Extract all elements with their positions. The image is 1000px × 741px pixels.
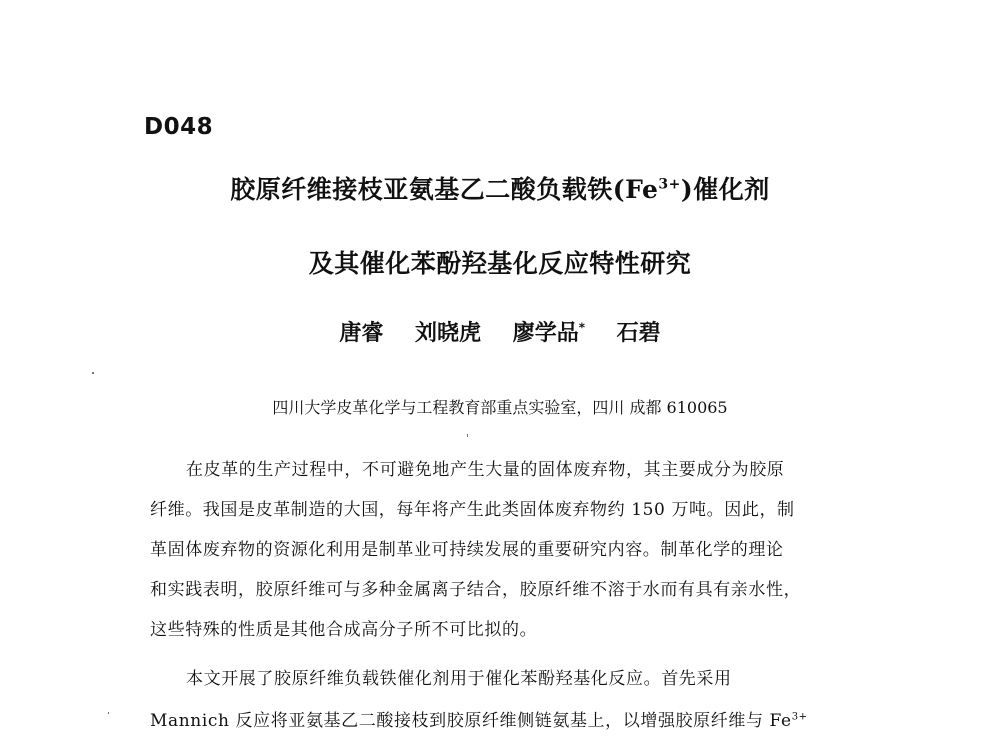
author-list <box>0 316 1000 347</box>
title-chem-formula: (Fe <box>612 175 659 204</box>
scan-speck <box>108 712 109 714</box>
author-4: 石碧 <box>616 321 661 346</box>
author-3-name: 廖学品 <box>512 321 579 346</box>
body-p2-line2-charge: 3+ <box>791 711 808 723</box>
author-2: 刘晓虎 <box>415 321 482 346</box>
scan-speck <box>467 434 468 437</box>
title-chem-close: ) <box>680 175 694 204</box>
author-1: 唐睿 <box>339 321 384 346</box>
body-p1-line2: 纤维。我国是皮革制造的大国，每年将产生此类固体废弃物约 150 万吨。因此，制 <box>150 500 795 520</box>
body-p1-line5: 这些特殊的性质是其他合成高分子所不可比拟的。 <box>150 620 538 640</box>
title-chem-charge: 3+ <box>658 176 681 193</box>
scan-speck <box>92 372 94 374</box>
affiliation: 四川大学皮革化学与工程教育部重点实验室，四川 成都 610065 <box>272 398 728 417</box>
corresponding-author-mark: * <box>578 320 585 335</box>
body-p2-line2-text: Mannich 反应将亚氨基乙二酸接枝到胶原纤维侧链氨基上，以增强胶原纤维与 Fe <box>150 711 792 731</box>
author-3 <box>513 321 585 346</box>
title-line-1-main: 胶原纤维接枝亚氨基乙二酸负载铁 <box>230 175 613 204</box>
body-p1-line1: 在皮革的生产过程中，不可避免地产生大量的固体废弃物，其主要成分为胶原 <box>186 460 785 480</box>
title-line-1-tail: 催化剂 <box>693 175 770 204</box>
body-p2-line1: 本文开展了胶原纤维负载铁催化剂用于催化苯酚羟基化反应。首先采用 <box>186 669 732 689</box>
paper-code: D048 <box>144 114 214 140</box>
title-line-1 <box>0 170 1000 206</box>
body-p2-line2 <box>150 706 858 731</box>
title-line-2: 及其催化苯酚羟基化反应特性研究 <box>308 249 692 278</box>
body-p1-line4: 和实践表明，胶原纤维可与多种金属离子结合，胶原纤维不溶于水而有具有亲水性， <box>150 580 802 600</box>
body-p1-line3: 革固体废弃物的资源化利用是制革业可持续发展的重要研究内容。制革化学的理论 <box>150 540 784 560</box>
